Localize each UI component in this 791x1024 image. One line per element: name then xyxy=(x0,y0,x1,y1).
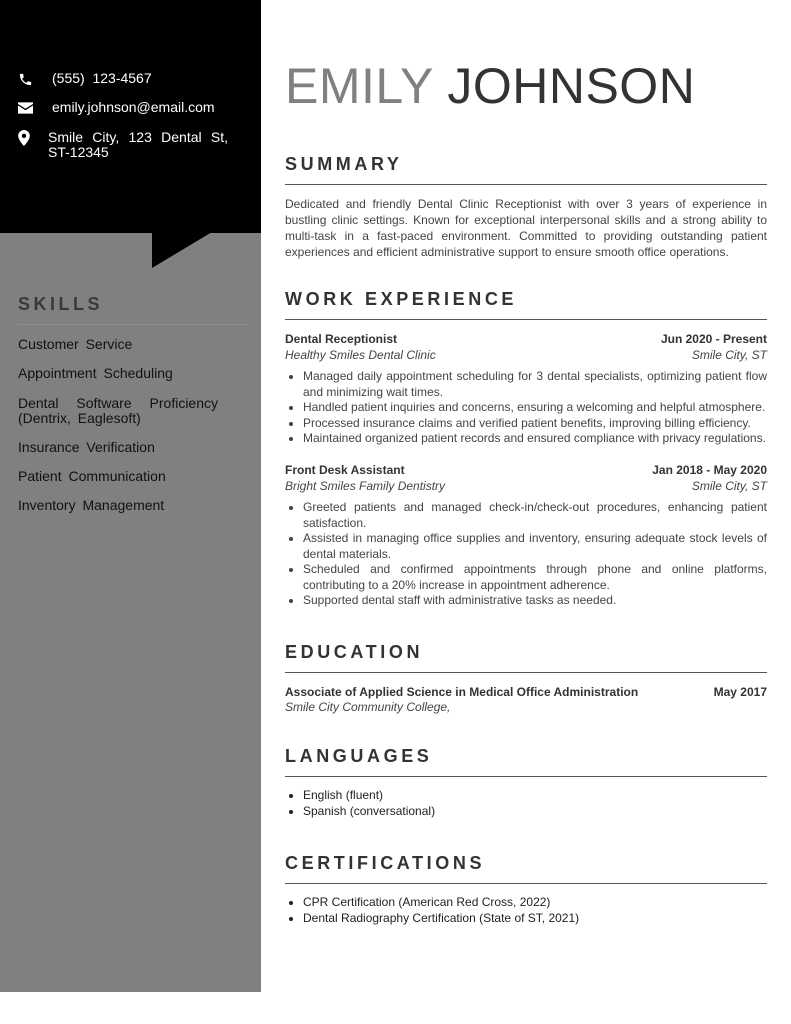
list-item: • Assisted in managing office supplies and inventory, ensuring adequate stock levels of dental materials. xyxy=(303,531,767,562)
job-role: Front Desk Assistant xyxy=(285,463,405,477)
skill-item: Dental Software Proficiency (Dentrix, Eaglesoft) xyxy=(18,395,218,426)
education-title: EDUCATION xyxy=(285,642,424,662)
list-item: • Greeted patients and managed check-in/check-out procedures, enhancing patient satisfaction. xyxy=(303,500,767,531)
work-experience-divider xyxy=(285,319,767,320)
skills-title: SKILLS xyxy=(18,294,104,314)
job-role: Dental Receptionist xyxy=(285,332,398,346)
name-first: EMILY xyxy=(285,58,433,114)
list-item: • CPR Certification (American Red Cross, 2022) xyxy=(303,895,767,911)
contact-phone[interactable]: (555) 123-4567 xyxy=(52,70,152,86)
list-item: • English (fluent) xyxy=(303,788,767,804)
summary-divider xyxy=(285,184,767,185)
languages-list xyxy=(285,788,767,819)
job-dates: Jun 2020 - Present xyxy=(660,332,767,346)
contact-email[interactable]: emily.johnson@email.com xyxy=(52,99,215,115)
languages-title: LANGUAGES xyxy=(285,746,433,766)
map-pin-icon xyxy=(18,130,38,146)
certifications-list xyxy=(285,895,767,926)
education-degree: Associate of Applied Science in Medical Office Administration xyxy=(285,685,639,699)
list-item: • Spanish (conversational) xyxy=(303,804,767,820)
job-dates: Jan 2018 - May 2020 xyxy=(652,463,767,477)
contact-address: Smile City, 123 Dental St, ST-12345 xyxy=(48,129,228,160)
education-subheader xyxy=(285,699,767,715)
education-divider xyxy=(285,672,767,673)
skills-divider xyxy=(18,324,248,325)
job-subheader xyxy=(285,478,767,494)
job-subheader xyxy=(285,347,767,363)
skill-item: Inventory Management xyxy=(18,497,165,513)
work-experience-title: WORK EXPERIENCE xyxy=(285,289,518,309)
skill-item: Appointment Scheduling xyxy=(18,365,173,381)
skill-item: Customer Service xyxy=(18,336,133,352)
languages-divider xyxy=(285,776,767,777)
envelope-icon xyxy=(18,100,38,116)
job-bullets xyxy=(285,500,767,609)
education-date: May 2017 xyxy=(713,685,767,699)
name-last: JOHNSON xyxy=(447,58,696,114)
list-item: • Scheduled and confirmed appointments through phone and online platforms, contributing to a 20% increase in appointment adherence. xyxy=(303,562,767,593)
job-company: Healthy Smiles Dental Clinic xyxy=(285,348,436,362)
candidate-name xyxy=(285,58,695,114)
contact-phone-row xyxy=(18,71,152,87)
contact-panel-notch xyxy=(152,232,212,268)
education-school: Smile City Community College, xyxy=(285,700,451,714)
contact-panel xyxy=(0,0,261,233)
job-location: Smile City, ST xyxy=(691,348,767,362)
job-header xyxy=(285,331,767,347)
job-company: Bright Smiles Family Dentistry xyxy=(285,479,446,493)
skill-item: Patient Communication xyxy=(18,468,166,484)
job-header xyxy=(285,462,767,478)
job-location: Smile City, ST xyxy=(691,479,767,493)
list-item: • Managed daily appointment scheduling for 3 dental specialists, optimizing patient flow and minimizing wait times. xyxy=(303,369,767,400)
list-item: • Processed insurance claims and verified patient benefits, improving billing efficiency. xyxy=(303,416,767,432)
list-item: • Supported dental staff with administrative tasks as needed. xyxy=(303,593,767,609)
summary-text: Dedicated and friendly Dental Clinic Receptionist with over 3 years of experience in bustling clinic settings. Known for exceptional interpersonal skills and a strong ability to multi-task in a fast-paced environment. Committed to providing outstanding patient experiences and efficient administrative support to ensure smooth office operations. xyxy=(285,197,767,259)
list-item: • Dental Radiography Certification (State of ST, 2021) xyxy=(303,911,767,927)
skill-item: Insurance Verification xyxy=(18,439,155,455)
list-item: • Maintained organized patient records and ensured compliance with privacy regulations. xyxy=(303,431,767,447)
certifications-title: CERTIFICATIONS xyxy=(285,853,486,873)
contact-address-row xyxy=(18,130,228,160)
list-item: • Handled patient inquiries and concerns, ensuring a welcoming and helpful atmosphere. xyxy=(303,400,767,416)
certifications-divider xyxy=(285,883,767,884)
education-header xyxy=(285,684,767,700)
phone-icon xyxy=(18,71,38,87)
contact-email-row xyxy=(18,100,215,116)
job-bullets xyxy=(285,369,767,447)
summary-title: SUMMARY xyxy=(285,154,403,174)
